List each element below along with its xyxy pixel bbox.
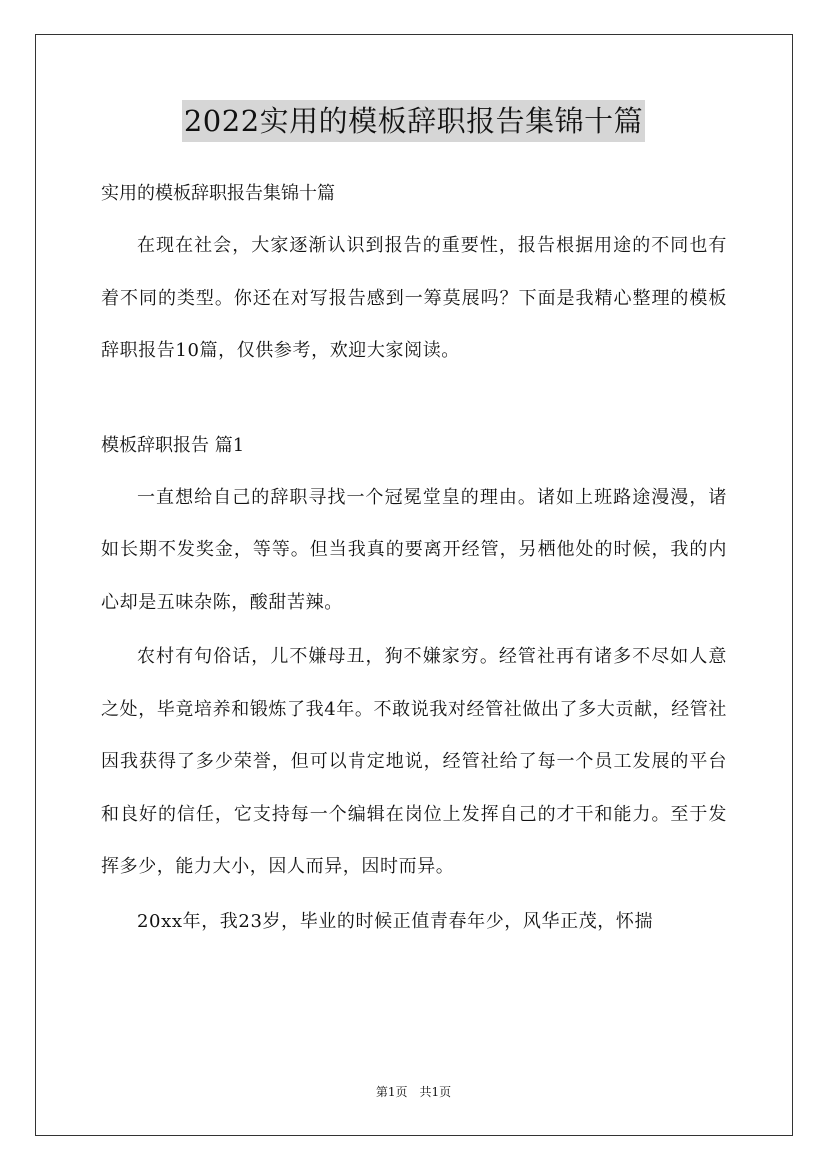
intro-paragraph: 在现在社会，大家逐渐认识到报告的重要性，报告根据用途的不同也有着不同的类型。你还在对写报告感到一筹莫展吗？下面是我精心整理的模板辞职报告10篇，仅供参考，欢迎大家阅读。 bbox=[101, 235, 727, 361]
document-body bbox=[101, 168, 727, 948]
body-paragraph-2: 农村有句俗话，儿不嫌母丑，狗不嫌家穷。经管社再有诸多不尽如人意之处，毕竟培养和锻炼了我4年。不敢说我对经管社做出了多大贡献，经管社因我获得了多少荣誉，但可以肯定地说，经管社给了每一个员工发展的平台和良好的信任，它支持每一个编辑在岗位上发挥自己的才干和能力。至于发挥多少，能力大小，因人而异，因时而异。 bbox=[101, 646, 727, 877]
title-container bbox=[0, 100, 827, 142]
body-paragraph-3: 20xx年，我23岁，毕业的时候正值青春年少，风华正茂，怀揣 bbox=[137, 910, 654, 932]
page-footer: 第1页 共1页 bbox=[375, 1085, 452, 1099]
body-paragraph-1: 一直想给自己的辞职寻找一个冠冕堂皇的理由。诸如上班路途漫漫，诸如长期不发奖金，等等。但当我真的要离开经管，另栖他处的时候，我的内心却是五味杂陈，酸甜苦辣。 bbox=[101, 486, 727, 613]
document-title: 2022实用的模板辞职报告集锦十篇 bbox=[182, 100, 645, 142]
document-subtitle: 实用的模板辞职报告集锦十篇 bbox=[101, 183, 335, 204]
section-heading: 模板辞职报告 篇1 bbox=[101, 434, 245, 456]
